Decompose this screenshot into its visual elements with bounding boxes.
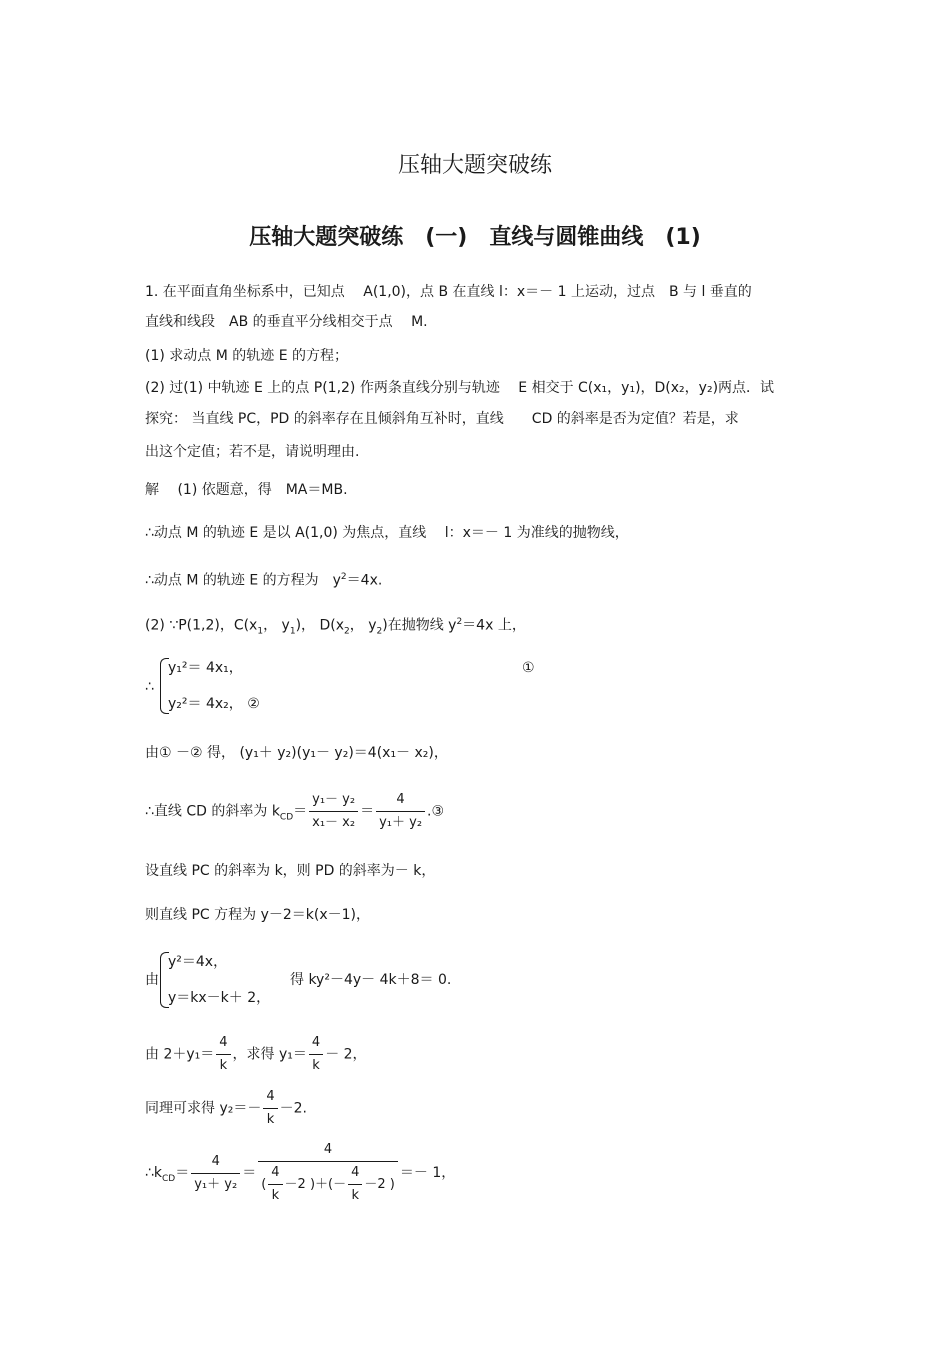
solution-line-2: ∴动点 M 的轨迹 E 是以 A(1,0) 为焦点，直线 l：x＝－ 1 为准线的抛物线，	[145, 525, 629, 541]
problem-line-1: 1. 在平面直角坐标系中，已知点 A(1,0)，点 B 在直线 l：x＝－ 1 上运动，过点 B 与 l 垂直的	[145, 284, 752, 300]
system-2-row-2: y＝kx－k＋ 2，	[168, 990, 271, 1006]
therefore-symbol: ∴	[145, 679, 154, 695]
solution-line-7: 设直线 PC 的斜率为 k，则 PD 的斜率为－ k，	[145, 863, 436, 879]
solution-line-6: ∴直线 CD 的斜率为 $k_{CD}=$ $\frac{\text{y₁－ y₂}}{\text{x₁－ x₂}}$ ＝ $\frac{4}{\text{y₁＋ y₂}}$ .③	[145, 790, 444, 833]
system-2-row-1: y²＝4x，	[168, 954, 228, 970]
system-2-prefix: 由	[145, 972, 159, 988]
system-1-row-2: y₂²＝ 4x₂， ②	[168, 696, 260, 712]
solution-line-5: 由① －② 得， (y₁＋ y₂)(y₁－ y₂)＝4(x₁－ x₂)，	[145, 745, 448, 761]
question-2-line-b: 探究： 当直线 PC，PD 的斜率存在且倾斜角互补时，直线 CD 的斜率是否为定值？若是，求	[145, 411, 739, 427]
solution-line-11: $\therefore k_{CD}=$ $\frac{4}{\text{y₁＋ y₂}}$ ＝ 4 ( $\frac{4}{k}$ －2 )＋(－ $\frac{4}{k}$ －2 ) ＝－ 1，	[145, 1140, 455, 1206]
equation-marker-1: ①	[522, 660, 535, 676]
problem-line-2: 直线和线段 AB 的垂直平分线相交于点 M.	[145, 314, 428, 330]
solution-line-8: 则直线 PC 方程为 y－2＝k(x－1)，	[145, 907, 370, 923]
fraction-slope-sum: $\frac{4}{\text{y₁＋ y₂}}$	[376, 790, 425, 833]
solution-line-3: ∴动点 M 的轨迹 E 的方程为 $y^2=4x$.	[145, 572, 383, 589]
section-title: 压轴大题突破练	[397, 153, 552, 178]
question-2-line-a: (2) 过(1) 中轨迹 E 上的点 P(1,2) 作两条直线分别与轨迹 E 相交于 C(x₁，y₁)，D(x₂，y₂)两点．试	[145, 380, 775, 396]
solution-line-9: 由 2＋y₁＝ $\frac{4}{k}$ ，求得 y₁＝ $\frac{4}{k}$ － 2，	[145, 1035, 367, 1073]
solution-line-4: (2) ∵P(1,2)，$C(x_1$， $y_1$)， $D(x_2$， $y_2$)在抛物线 $y^2=4x$ 上，	[145, 617, 526, 637]
exercise-title: 压轴大题突破练 (一) 直线与圆锥曲线 (1)	[249, 225, 701, 250]
question-2-line-c: 出这个定值；若不是，请说明理由.	[145, 444, 360, 460]
fraction-slope-diff: $\frac{\text{y₁－ y₂}}{\text{x₁－ x₂}}$	[309, 790, 358, 833]
fraction-kcd-final: 4 ( $\frac{4}{k}$ －2 )＋(－ $\frac{4}{k}$ －2 )	[258, 1140, 398, 1206]
question-1: (1) 求动点 M 的轨迹 E 的方程；	[145, 348, 349, 364]
system-1-row-1: y₁²＝ 4x₁，	[168, 660, 243, 676]
system-2-result: 得 ky²－4y－ 4k＋8＝ 0.	[290, 972, 452, 988]
solution-line-10: 同理可求得 y₂＝－ $\frac{4}{k}$ －2.	[145, 1089, 307, 1127]
solution-line-1: 解 (1) 依题意，得 MA＝MB.	[145, 482, 348, 498]
